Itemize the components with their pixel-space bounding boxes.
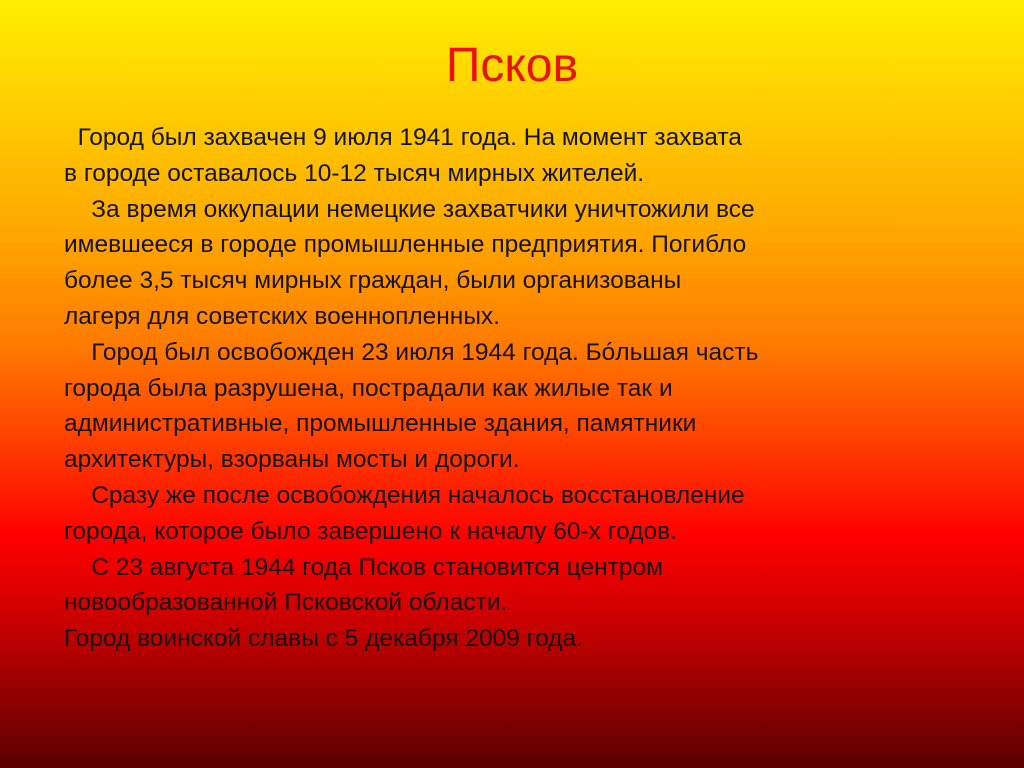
- slide-title: Псков: [445, 39, 579, 92]
- paragraph-restoration: Сразу же после освобождения началось восстановление города, которое было завершено к началу 60-х годов.: [64, 481, 745, 545]
- paragraph-liberation: Город был освобожден 23 июля 1944 года. Бóльшая часть города была разрушена, пострадали как жилые так и административные, промышленные здания, памятники архитектуры, взорваны мосты и дороги.: [64, 338, 759, 474]
- paragraph-occupation: За время оккупации немецкие захватчики уничтожили все имевшееся в городе промышленные предприятия. Погибло более 3,5 тысяч мирных граждан, были организованы лагеря для советских военнопленных.: [64, 195, 755, 330]
- paragraph-capture: Город был захвачен 9 июля 1941 года. На момент захвата в городе оставалось 10-12 тысяч мирных жителей.: [64, 124, 742, 187]
- paragraph-oblast-center: С 23 августа 1944 года Псков становится центром новообразованной Псковской области.: [64, 553, 663, 617]
- slide-body: [64, 120, 854, 657]
- paragraph-military-glory: Город воинской славы с 5 декабря 2009 года.: [64, 625, 583, 653]
